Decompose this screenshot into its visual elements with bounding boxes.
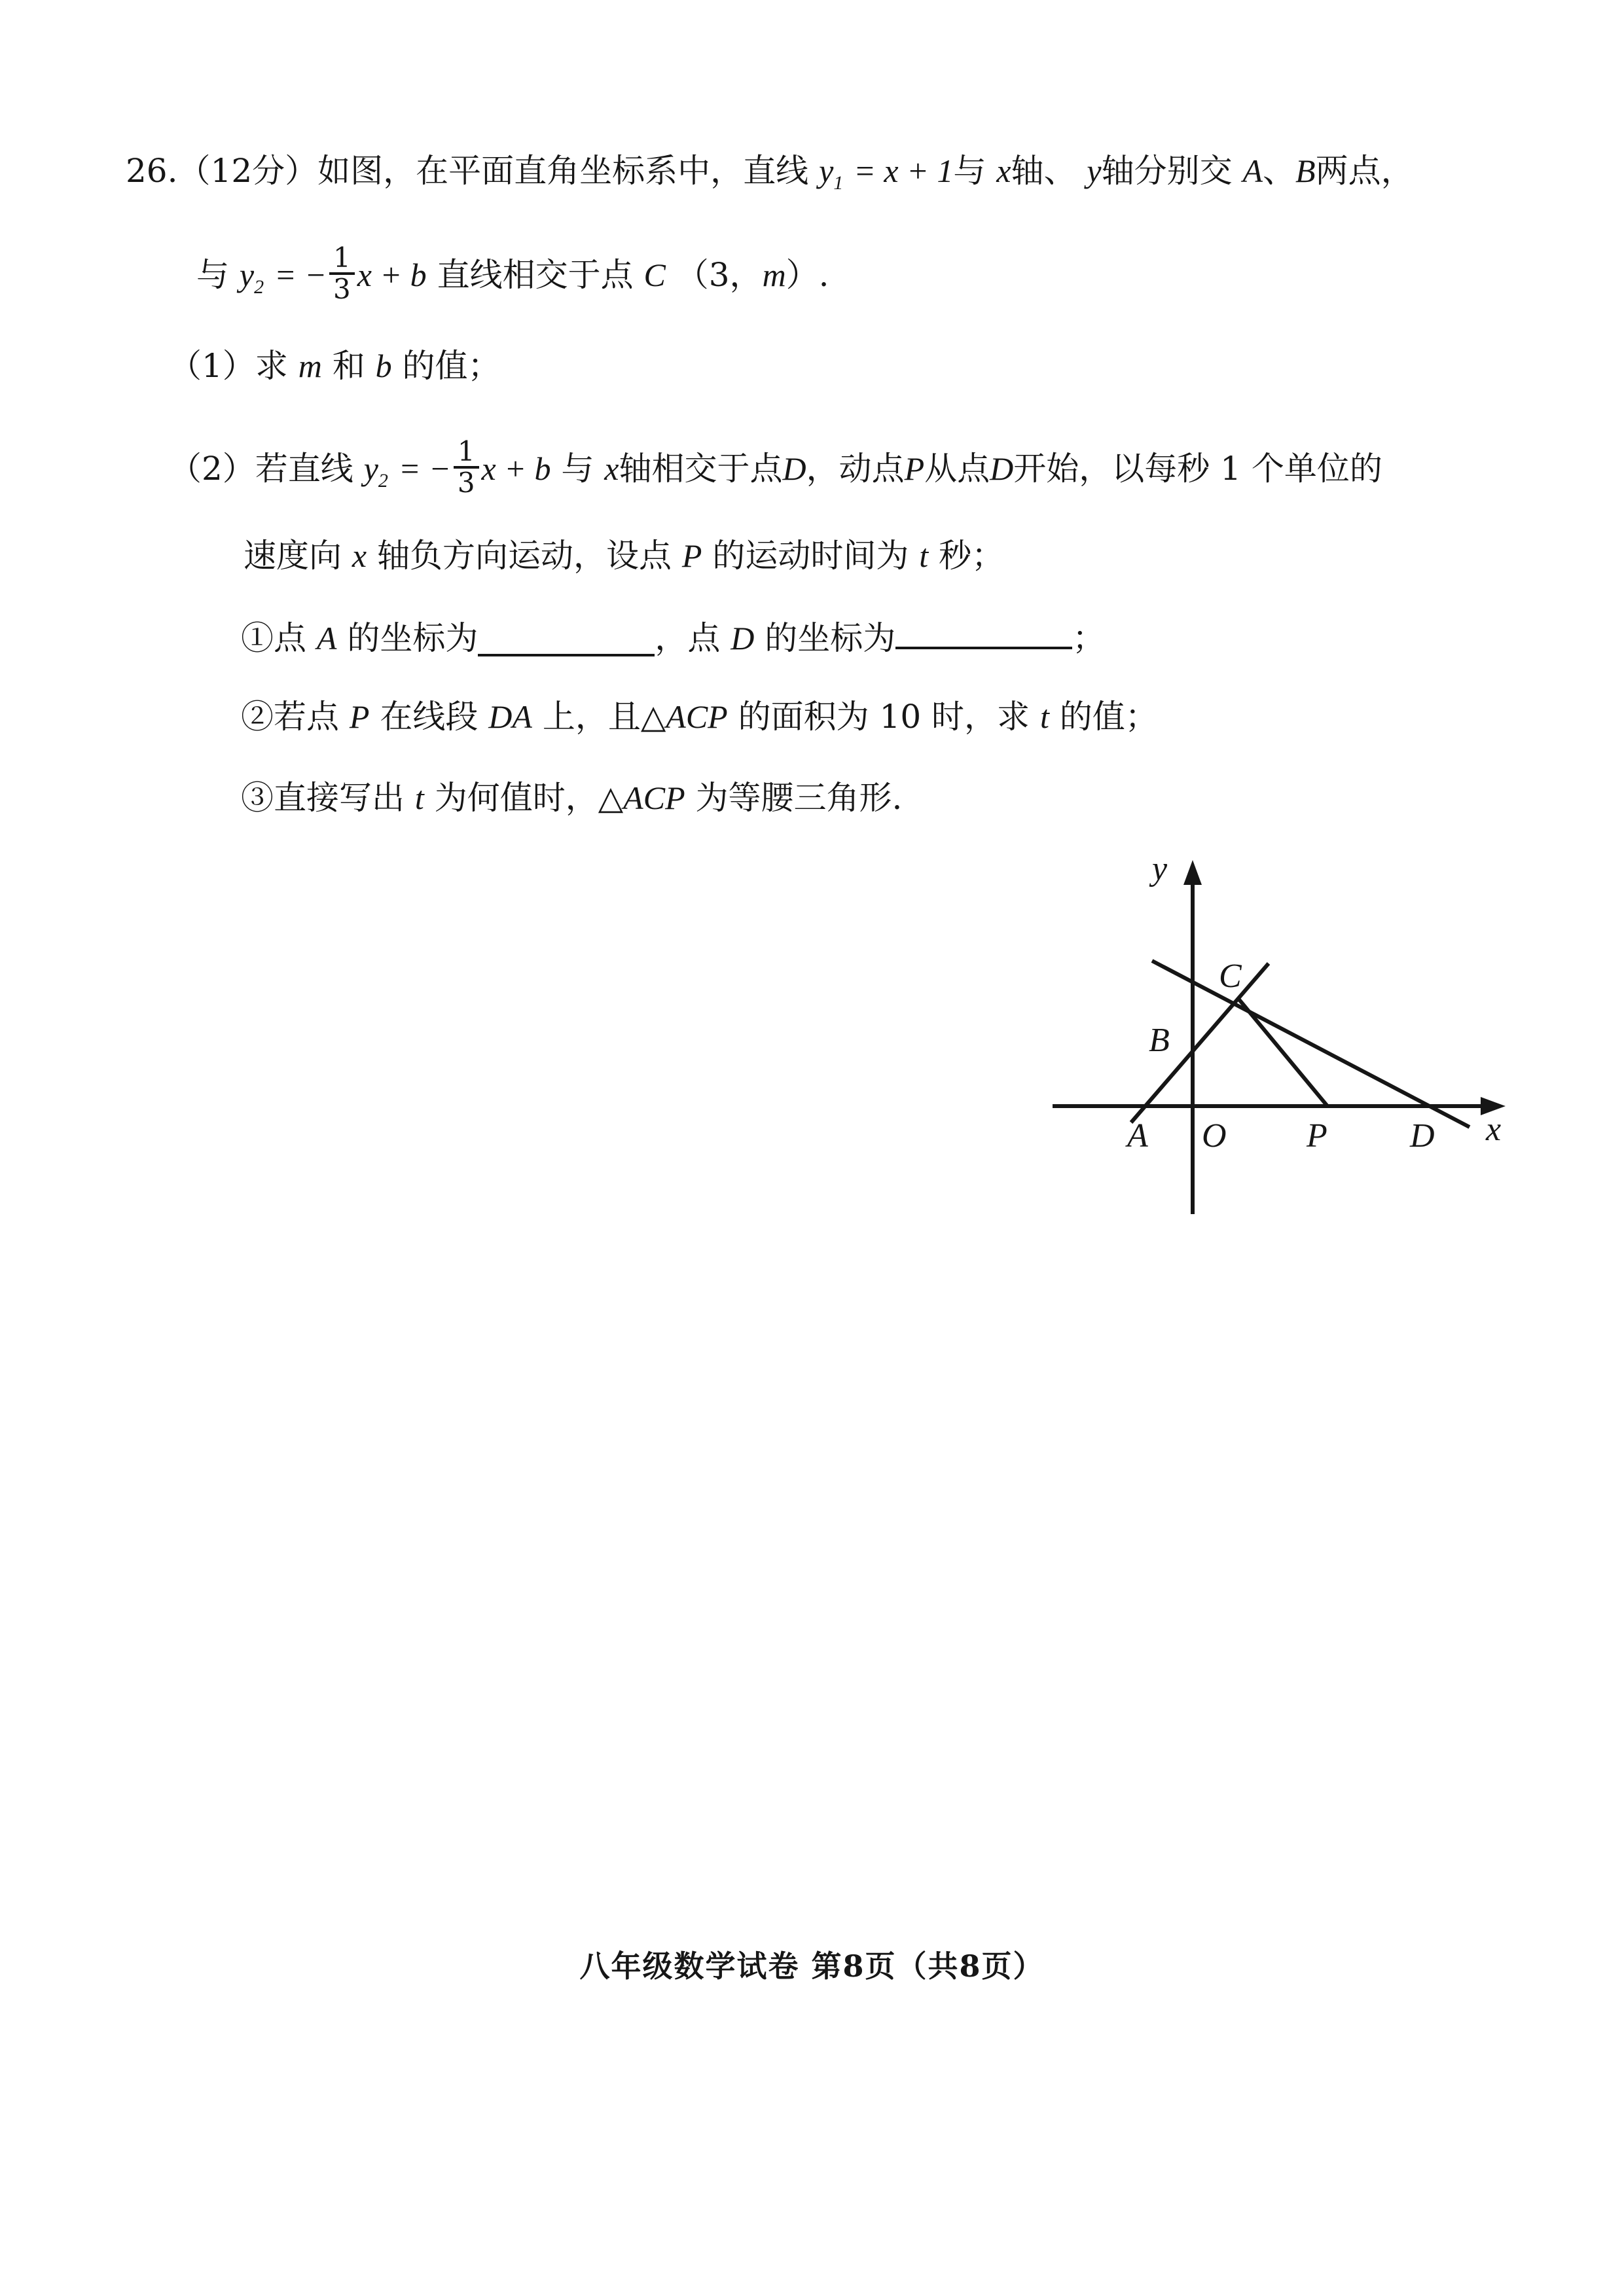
- sub2-text: 若点: [274, 698, 339, 736]
- sub1-text: 的坐标为: [765, 619, 896, 657]
- y-axis-arrow: [1183, 860, 1202, 885]
- fraction-denominator: 3: [333, 273, 351, 306]
- segment-DA: DA: [488, 698, 532, 735]
- equals-minus: = −: [274, 257, 327, 294]
- sub2-label: ②: [241, 698, 274, 736]
- sub2-text: 在线段: [380, 698, 478, 736]
- blank-mark: _: [560, 626, 573, 656]
- b-variable: b: [375, 348, 392, 384]
- point-D: D: [990, 450, 1014, 488]
- t-variable: t: [919, 537, 929, 574]
- coord-C: （3，: [676, 256, 763, 295]
- sub2-text: 的面积为 10 时，求: [738, 698, 1030, 736]
- m-variable: m: [762, 257, 786, 294]
- intro-text: 与: [196, 256, 229, 295]
- y1-subscript: 1: [833, 172, 844, 194]
- q2-text: 若直线: [255, 450, 353, 488]
- q2-text: 开始，以每秒 1 个单位的: [1013, 450, 1382, 488]
- y2-equation-rest: x + b: [481, 450, 551, 488]
- sub3-text: 为何值时，△: [434, 779, 624, 817]
- triangle-ACP: ACP: [623, 780, 685, 816]
- label-P: P: [1307, 1117, 1327, 1155]
- t-variable: t: [1039, 698, 1049, 735]
- sub1-label: ①: [241, 619, 274, 657]
- point-P: P: [349, 698, 370, 735]
- q2-label: （2）: [169, 450, 255, 488]
- y1-symbol: y: [819, 152, 834, 189]
- y2-subscript: 2: [378, 470, 388, 492]
- separator: 、: [1263, 152, 1296, 190]
- sub1-text: ，点: [655, 619, 721, 657]
- intro-text: 与: [953, 152, 986, 190]
- intro-text: 轴分别交: [1101, 152, 1233, 190]
- point-A: A: [1242, 152, 1263, 189]
- point-D: D: [782, 450, 806, 488]
- x-variable: x: [352, 537, 367, 574]
- intro-text: 轴、: [1011, 152, 1077, 190]
- sub1-text: ；: [1072, 619, 1106, 657]
- point-D: D: [731, 620, 755, 656]
- intro-text: 直线相交于点: [437, 256, 634, 295]
- q2-text: 轴负方向运动，设点: [377, 537, 672, 575]
- label-O: O: [1202, 1117, 1227, 1155]
- y1-equation: = x + 1: [854, 152, 954, 189]
- fraction-numerator: 1: [454, 437, 479, 469]
- sub1-text: 点: [274, 619, 306, 657]
- x-variable: x: [604, 450, 619, 488]
- sub3-label: ③: [241, 779, 274, 817]
- q1-label: （1）: [169, 347, 255, 385]
- point-P: P: [681, 537, 702, 574]
- y-variable: y: [1087, 152, 1102, 189]
- y2-symbol: y: [363, 450, 378, 488]
- q2-text: 与: [561, 450, 594, 488]
- fraction-denominator: 3: [457, 467, 475, 499]
- page-footer: 八年级数学试卷 第8页（共8页）: [579, 1948, 1045, 1984]
- segment-CP: [1238, 999, 1327, 1106]
- q2-text: 的运动时间为: [712, 537, 909, 575]
- q2-text: 秒；: [939, 537, 1005, 575]
- label-y: y: [1152, 850, 1168, 888]
- label-B: B: [1149, 1022, 1170, 1059]
- q1-text: 和: [332, 347, 365, 385]
- q2-text: 轴相交于点: [619, 450, 783, 488]
- intro-text: 两点，: [1315, 152, 1414, 190]
- triangle-ACP: ACP: [666, 698, 728, 735]
- point-P: P: [904, 450, 925, 488]
- point-C: C: [643, 257, 666, 294]
- coord-end: ）.: [785, 256, 829, 295]
- fraction-numerator: 1: [329, 243, 355, 275]
- sub2-text: 的值；: [1059, 698, 1158, 736]
- intro-text: 如图，在平面直角坐标系中，直线: [317, 152, 809, 190]
- y2-equation-rest: x + b: [357, 257, 427, 294]
- equals-minus: = −: [398, 450, 451, 488]
- y2-subscript: 2: [254, 276, 264, 298]
- label-C: C: [1219, 958, 1242, 995]
- y2-symbol: y: [239, 257, 255, 294]
- q2-text: ，动点: [806, 450, 905, 488]
- sub1-text: 的坐标为: [347, 619, 478, 657]
- q1-text: 的值；: [402, 347, 501, 385]
- label-x: x: [1486, 1111, 1502, 1148]
- q2-text: 从点: [924, 450, 990, 488]
- problem-points: （12分）: [177, 152, 318, 190]
- point-A: A: [316, 620, 337, 656]
- sub2-text: 上，且△: [542, 698, 666, 736]
- problem-number: 26.: [126, 152, 178, 190]
- label-D: D: [1410, 1117, 1435, 1155]
- sub3-text: 直接写出: [274, 779, 405, 817]
- q1-text: 求: [255, 347, 288, 385]
- sub3-text: 为等腰三角形.: [695, 779, 903, 817]
- t-variable: t: [414, 780, 424, 816]
- x-variable: x: [996, 152, 1011, 189]
- q2-text: 速度向: [244, 537, 342, 575]
- point-B: B: [1295, 152, 1316, 189]
- m-variable: m: [298, 348, 322, 384]
- label-A: A: [1127, 1117, 1148, 1155]
